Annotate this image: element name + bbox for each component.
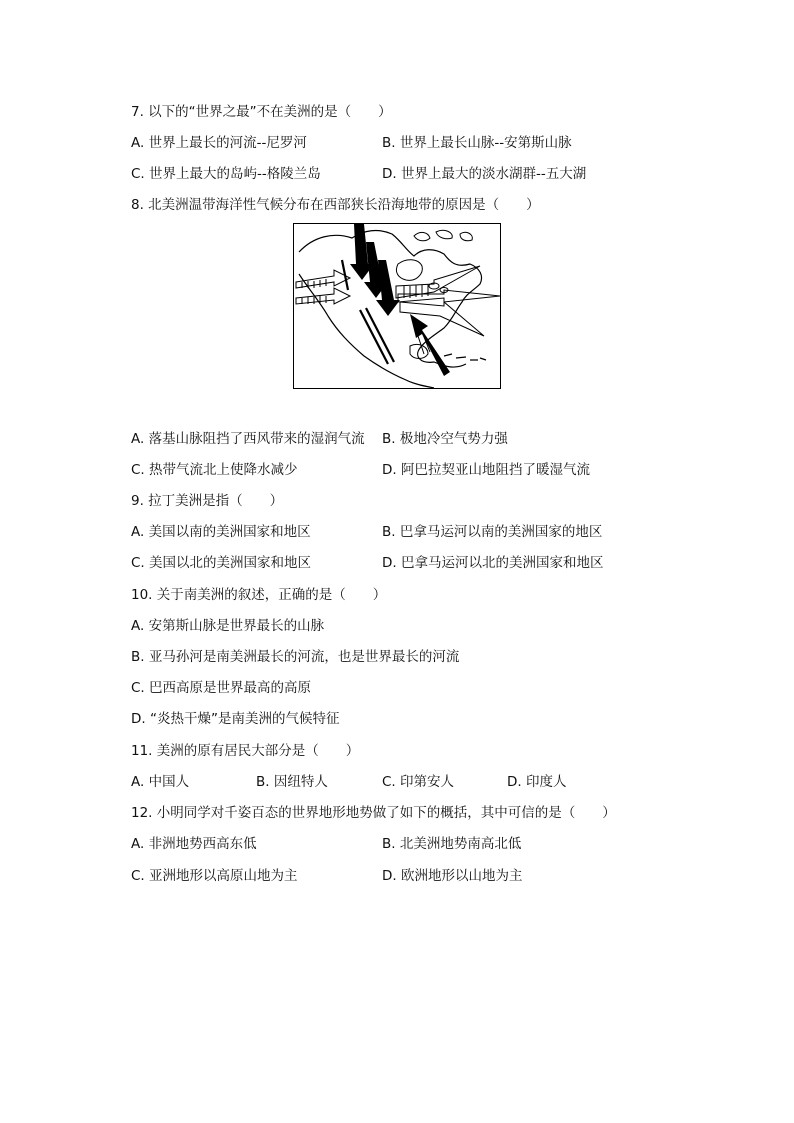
east-arrows	[396, 266, 500, 336]
question-9-stem: 9. 拉丁美洲是指（ ）	[131, 493, 284, 509]
question-7-option-b: B. 世界上最长山脉--安第斯山脉	[382, 135, 572, 151]
question-10-option-a: A. 安第斯山脉是世界最长的山脉	[131, 618, 325, 634]
question-11-option-b: B. 因纽特人	[256, 774, 328, 790]
question-12-option-c: C. 亚洲地形以高原山地为主	[131, 868, 298, 884]
question-11-option-d: D. 印度人	[507, 774, 567, 790]
question-9-option-c: C. 美国以北的美洲国家和地区	[131, 555, 312, 571]
map-drawing	[294, 224, 500, 388]
westerly-arrows	[296, 270, 350, 304]
hudson-bay	[396, 260, 422, 281]
arctic-islands	[414, 230, 472, 240]
question-12-option-d: D. 欧洲地形以山地为主	[382, 868, 523, 884]
polar-air-arrows	[350, 224, 400, 316]
question-7-option-d: D. 世界上最大的淡水湖群--五大湖	[382, 166, 587, 182]
question-8-option-b: B. 极地冷空气势力强	[382, 431, 508, 447]
question-9-option-a: A. 美国以南的美洲国家和地区	[131, 524, 311, 540]
question-8-option-d: D. 阿巴拉契亚山地阻挡了暖湿气流	[382, 462, 590, 478]
question-10-option-d: D. “炎热干燥”是南美洲的气候特征	[131, 711, 340, 727]
gulf-warm-air-arrow	[410, 314, 450, 376]
question-8-stem: 8. 北美洲温带海洋性气候分布在西部狭长沿海地带的原因是（ ）	[131, 197, 540, 213]
north-america-airflow-map	[293, 223, 501, 389]
question-8-option-c: C. 热带气流北上使降水减少	[131, 462, 298, 478]
question-7-stem: 7. 以下的“世界之最”不在美洲的是（ ）	[131, 104, 392, 120]
question-12-option-b: B. 北美洲地势南高北低	[382, 836, 522, 852]
question-7-option-a: A. 世界上最长的河流--尼罗河	[131, 135, 307, 151]
question-9-option-d: D. 巴拿马运河以北的美洲国家和地区	[382, 555, 604, 571]
question-8-option-a: A. 落基山脉阻挡了西风带来的湿润气流	[131, 431, 365, 447]
question-10-option-c: C. 巴西高原是世界最高的高原	[131, 680, 312, 696]
question-10-stem: 10. 关于南美洲的叙述，正确的是（ ）	[131, 587, 387, 603]
caribbean-islands	[444, 354, 486, 360]
question-11-option-a: A. 中国人	[131, 774, 190, 790]
question-12-option-a: A. 非洲地势西高东低	[131, 836, 257, 852]
question-10-option-b: B. 亚马孙河是南美洲最长的河流，也是世界最长的河流	[131, 649, 460, 665]
gulf-of-mexico	[410, 344, 428, 358]
question-11-option-c: C. 印第安人	[382, 774, 455, 790]
question-12-stem: 12. 小明同学对千姿百态的世界地形地势做了如下的概括，其中可信的是（ ）	[131, 805, 616, 821]
question-7-option-c: C. 世界上最大的岛屿--格陵兰岛	[131, 166, 321, 182]
question-11-stem: 11. 美洲的原有居民大部分是（ ）	[131, 743, 360, 759]
question-9-option-b: B. 巴拿马运河以南的美洲国家的地区	[382, 524, 603, 540]
